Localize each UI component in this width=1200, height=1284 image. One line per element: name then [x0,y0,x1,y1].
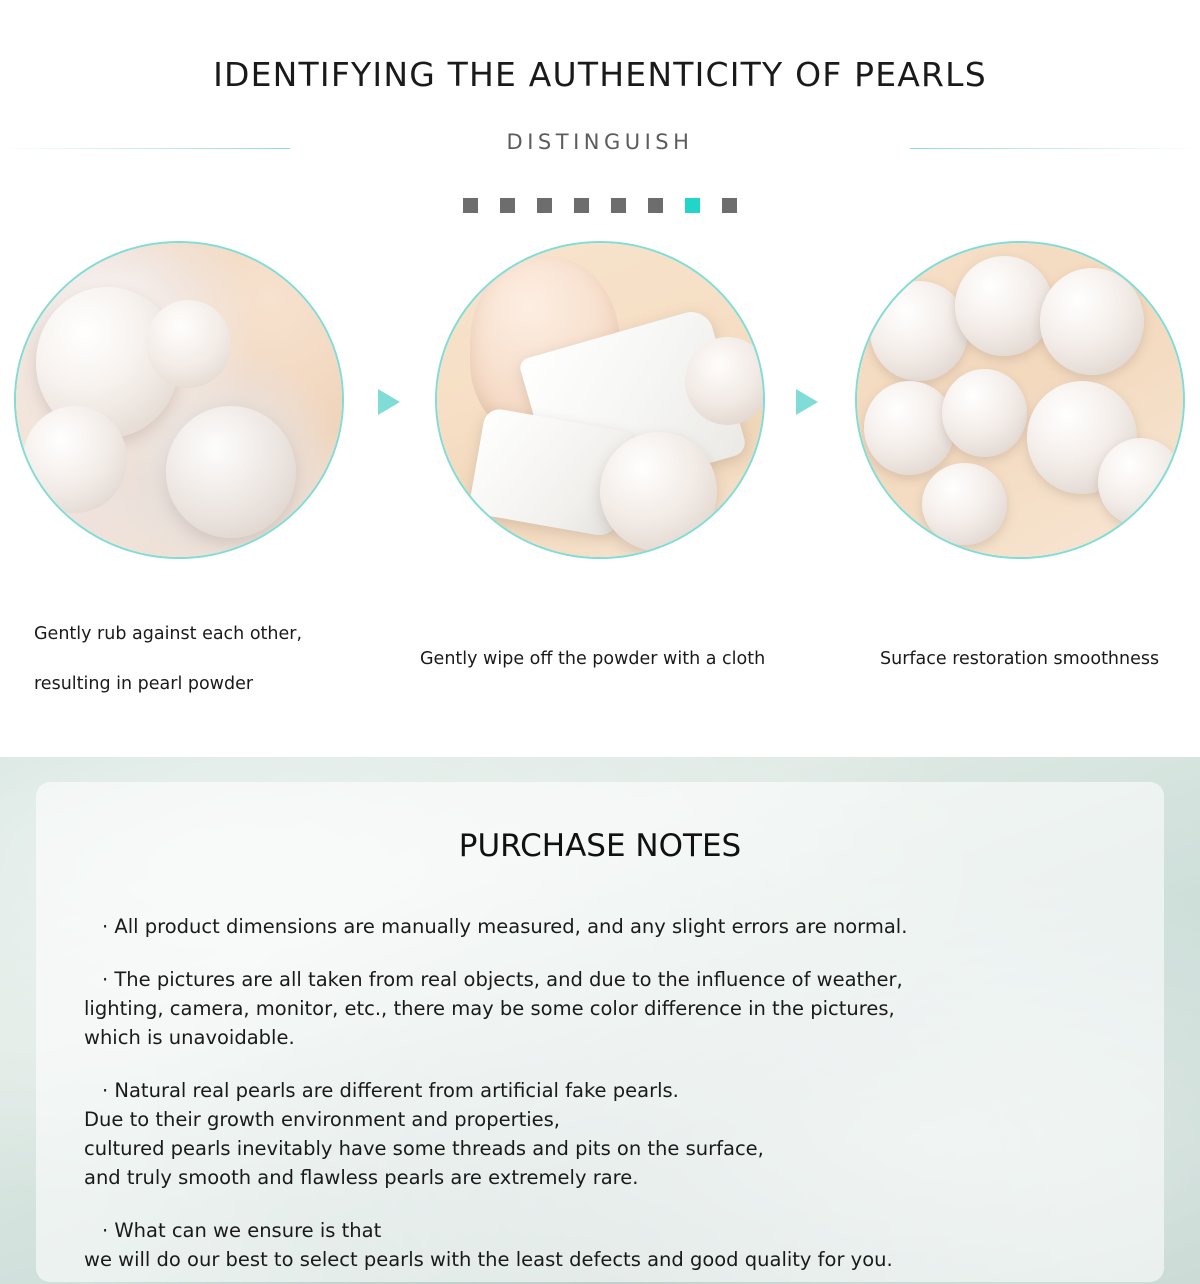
progress-dots [0,198,1200,213]
note-item [84,1216,1116,1274]
progress-dot [537,198,552,213]
pearl-shape [864,381,955,475]
pearls-rubbing-photo [16,243,342,557]
step-3-caption: Surface restoration smoothness [880,649,1160,670]
pearl-authenticity-infographic [0,22,1200,1284]
steps-row [0,241,1200,571]
purchase-notes-card [36,782,1164,1282]
note-item [84,912,1116,941]
step-3-image [855,241,1185,559]
top-section [0,22,1200,757]
step-2-image [435,241,765,559]
progress-dot [463,198,478,213]
pearl-shape [1098,438,1183,526]
pearl-shape [1040,268,1144,375]
section-subtitle: DISTINGUISH [506,130,694,155]
progress-dot [574,198,589,213]
progress-dot [648,198,663,213]
progress-dot [611,198,626,213]
note-lead: · What can we ensure is that [102,1218,382,1242]
pearl-shape [685,337,765,425]
purchase-notes-body [36,890,1164,1274]
divider-line-left [0,148,290,149]
smooth-pearls-photo [857,243,1183,557]
note-line: cultured pearls inevitably have some threads and pits on the surface, [84,1136,764,1160]
note-lead: · All product dimensions are manually measured, and any slight errors are normal. [102,914,908,938]
note-lead: · Natural real pearls are different from artificial fake pearls. [102,1078,679,1102]
note-line: and truly smooth and flawless pearls are extremely rare. [84,1165,639,1189]
captions-row [0,609,1200,719]
pearl-shape [23,406,127,513]
note-line: Due to their growth environment and properties, [84,1107,561,1131]
note-lead: · The pictures are all taken from real objects, and due to the influence of weather, [102,967,903,991]
page-title: IDENTIFYING THE AUTHENTICITY OF PEARLS [213,55,987,95]
subtitle-row [0,130,1200,166]
pearl-shape [955,256,1053,356]
divider-line-right [910,148,1200,149]
note-item [84,965,1116,1052]
step-1-caption-line2: resulting in pearl powder [34,674,254,695]
note-line: which is unavoidable. [84,1025,295,1049]
progress-dot [722,198,737,213]
pearl-shape [942,369,1027,457]
progress-dot [500,198,515,213]
pearl-shape [600,432,717,551]
step-1-caption [34,609,394,709]
arrow-right-icon [796,389,818,415]
cloth-wiping-photo [437,243,763,557]
pearl-shape [146,300,231,388]
purchase-notes-title: PURCHASE NOTES [458,827,742,864]
step-1-caption-line1: Gently rub against each other, [34,624,303,645]
arrow-right-icon [378,389,400,415]
note-item [84,1076,1116,1192]
step-1-image [14,241,344,559]
step-2-caption: Gently wipe off the powder with a cloth [420,649,766,670]
pearl-shape [922,463,1007,545]
progress-dot-active [685,198,700,213]
purchase-notes-section [0,757,1200,1284]
note-line: we will do our best to select pearls with the least defects and good quality for you. [84,1247,893,1271]
pearl-shape [870,281,968,381]
note-line: lighting, camera, monitor, etc., there may be some color difference in the pictures, [84,996,895,1020]
